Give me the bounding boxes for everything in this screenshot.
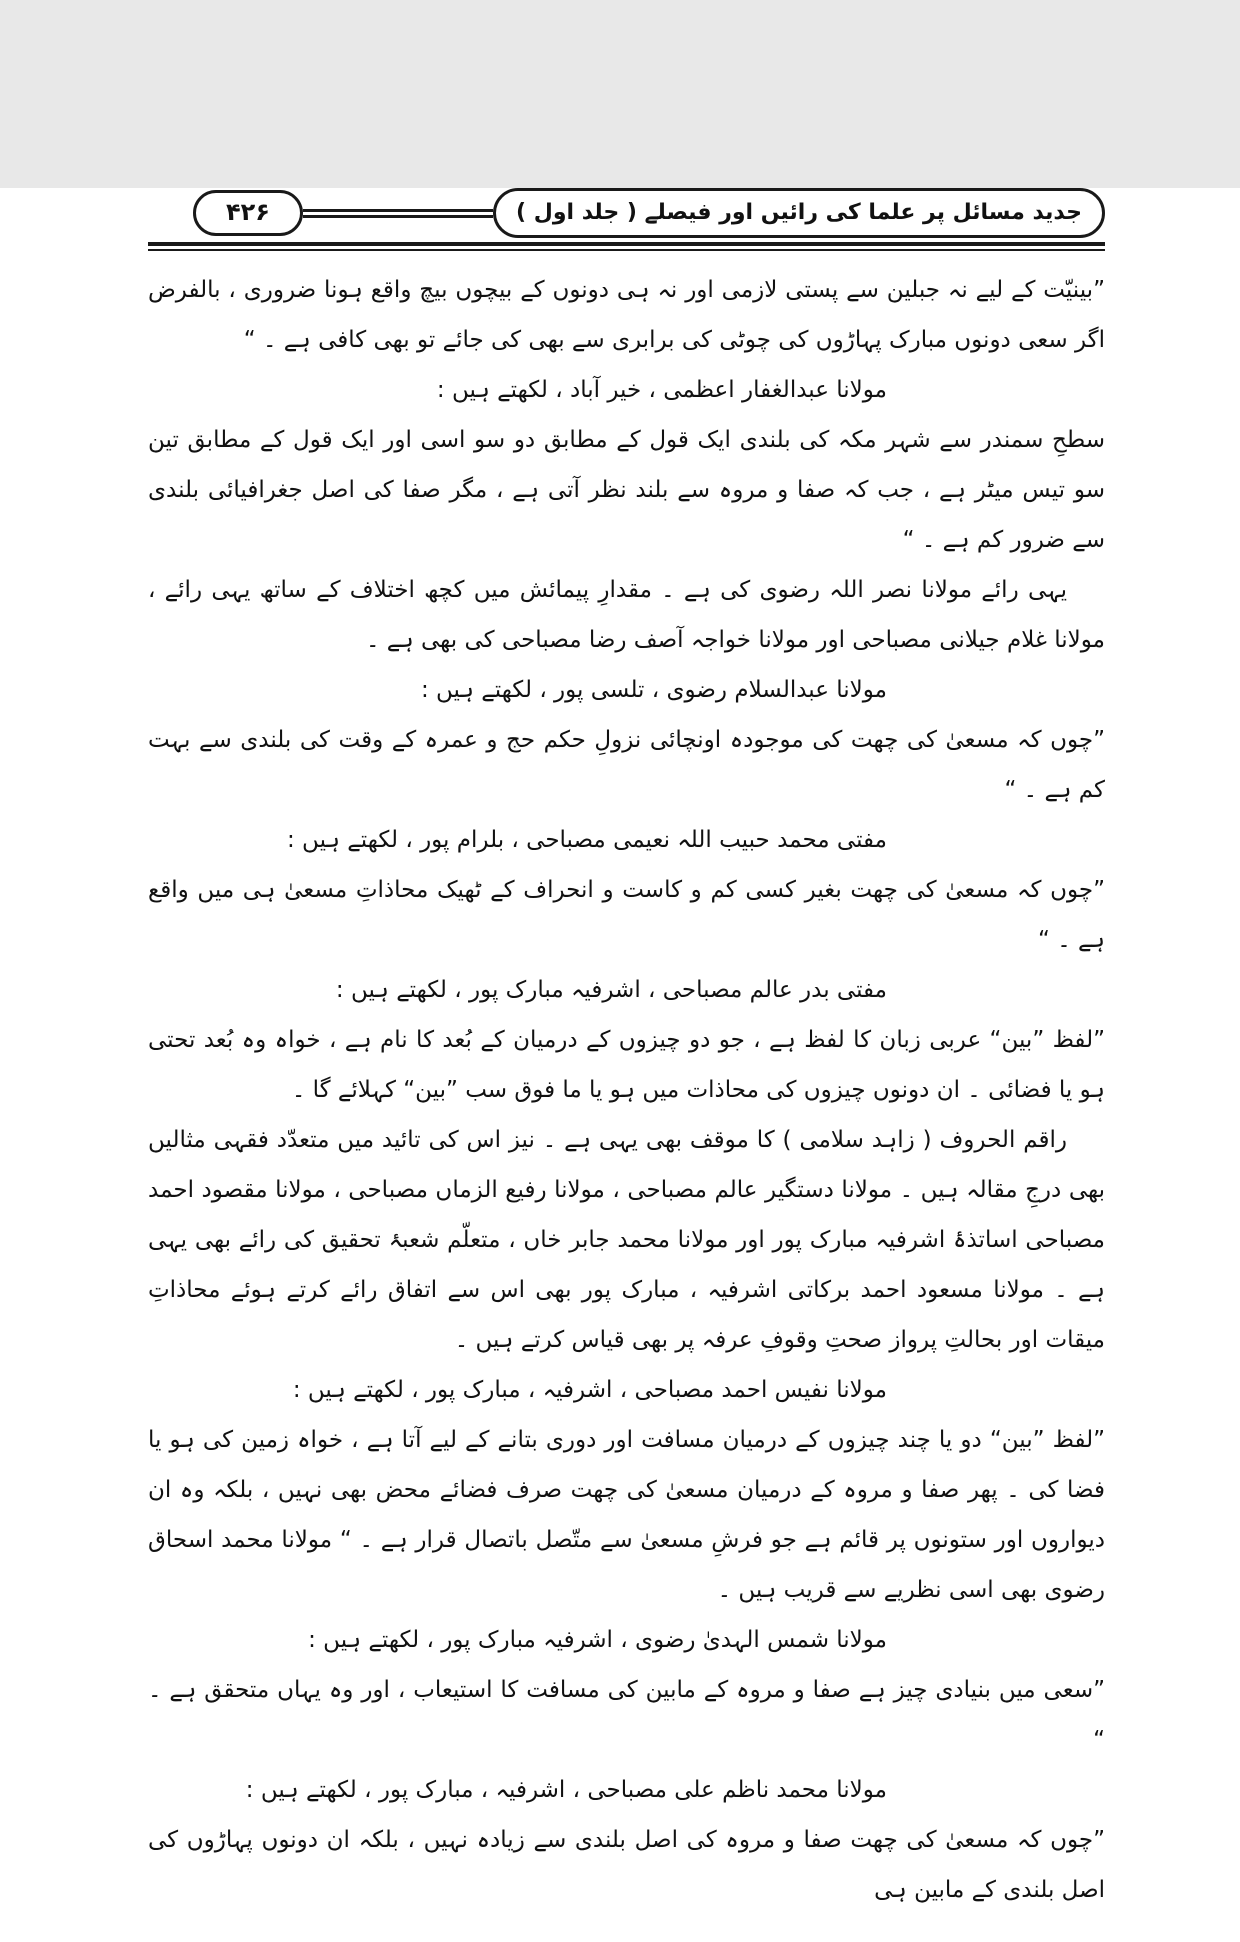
page-header [148, 188, 1105, 251]
header-divider-rule [148, 242, 1105, 251]
page-number: ۴۲۶ [226, 198, 270, 226]
book-page [0, 188, 1240, 1942]
paragraph-quote: سطحِ سمندر سے شہر مکہ کی بلندی ایک قول کے مطابق دو سو اسی اور ایک قول کے مطابق تین سو تیس میٹر ہے ، جب کہ صفا و مروہ سے بلند نظر آتی ہے ، مگر صفا کی اصل جغرافیائی بلندی سے ضرور کم ہے ۔ “ [148, 427, 1105, 553]
paragraph-speaker: مولانا عبدالسلام رضوی ، تلسی پور ، لکھتے ہیں : [420, 677, 887, 703]
paragraph-narrative: راقم الحروف ( زاہد سلامی ) کا موقف بھی یہی ہے ۔ نیز اس کی تائید میں متعدّد فقہی مثالیں بھی درجِ مقالہ ہیں ۔ مولانا دستگیر عالم مصباحی ، مولانا رفیع الزماں مصباحی ، مولانا مقصود احمد مصباحی اساتذۂ اشرفیہ مبارک پور اور مولانا محمد جابر خاں ، متعلّم شعبۂ تحقیق کی رائے بھی یہی ہے ۔ مولانا مسعود احمد برکاتی اشرفیہ ، مبارک پور بھی اس سے اتفاق رائے کرتے ہوئے محاذاتِ میقات اور بحالتِ پرواز صحتِ وقوفِ عرفہ پر بھی قیاس کرتے ہیں ۔ [148, 1127, 1105, 1353]
paragraph-quote: ”بینیّت کے لیے نہ جبلین سے پستی لازمی اور نہ ہی دونوں کے بیچوں بیچ واقع ہونا ضروری ، بالفرض اگر سعی دونوں مبارک پہاڑوں کی چوٹی کی برابری سے بھی کی جائے تو بھی کافی ہے ۔ “ [148, 277, 1105, 353]
page-body [148, 265, 1105, 1915]
book-title: جدید مسائل پر علما کی رائیں اور فیصلے ( جلد اول ) [516, 199, 1082, 225]
paragraph-speaker: مفتی بدر عالم مصباحی ، اشرفیہ مبارک پور ، لکھتے ہیں : [335, 977, 887, 1003]
paragraph-quote: ”لفظ ”بین“ عربی زبان کا لفظ ہے ، جو دو چیزوں کے درمیان کے بُعد کا نام ہے ، خواہ وہ بُعد تحتی ہو یا فضائی ۔ ان دونوں چیزوں کی محاذات میں ہو یا ما فوق سب ”بین“ کہلائے گا ۔ [148, 1027, 1105, 1103]
paragraph-quote: ”چوں کہ مسعیٰ کی چھت کی موجودہ اونچائی نزولِ حکم حج و عمرہ کے وقت کی بلندی سے بہت کم ہے ۔ “ [148, 727, 1105, 803]
paragraph-quote: ”سعی میں بنیادی چیز ہے صفا و مروہ کے مابین کی مسافت کا استیعاب ، اور وہ یہاں متحقق ہے ۔ “ [148, 1677, 1105, 1753]
page-number-badge [193, 190, 303, 236]
paragraph-speaker: مفتی محمد حبیب اللہ نعیمی مصباحی ، بلرام پور ، لکھتے ہیں : [287, 827, 887, 853]
book-title-badge [493, 188, 1105, 238]
paragraph-speaker: مولانا شمس الہدیٰ رضوی ، اشرفیہ مبارک پور ، لکھتے ہیں : [308, 1627, 887, 1653]
paragraph-speaker: مولانا نفیس احمد مصباحی ، اشرفیہ ، مبارک پور ، لکھتے ہیں : [292, 1377, 887, 1403]
paragraph-speaker: مولانا محمد ناظم علی مصباحی ، اشرفیہ ، مبارک پور ، لکھتے ہیں : [245, 1777, 887, 1803]
header-row [148, 188, 1105, 238]
paragraph-narrative: یہی رائے مولانا نصر اللہ رضوی کی ہے ۔ مقدارِ پیمائش میں کچھ اختلاف کے ساتھ یہی رائے ، مولانا غلام جیلانی مصباحی اور مولانا خواجہ آصف رضا مصباحی کی بھی ہے ۔ [148, 577, 1105, 653]
paragraph-quote: ”چوں کہ مسعیٰ کی چھت بغیر کسی کم و کاست و انحراف کے ٹھیک محاذاتِ مسعیٰ ہی میں واقع ہے ۔ “ [148, 877, 1105, 953]
paragraph-quote: ”چوں کہ مسعیٰ کی چھت صفا و مروہ کی اصل بلندی سے زیادہ نہیں ، بلکہ ان دونوں پہاڑوں کی اصل بلندی کے مابین ہی [148, 1827, 1105, 1903]
paragraph-quote: ”لفظ ”بین“ دو یا چند چیزوں کے درمیان مسافت اور دوری بتانے کے لیے آتا ہے ، خواہ زمین کی ہو یا فضا کی ۔ پھر صفا و مروہ کے درمیان مسعیٰ کی چھت صرف فضائے محض بھی نہیں ، بلکہ وہ ان دیواروں اور ستونوں پر قائم ہے جو فرشِ مسعیٰ سے متّصل باتصال قرار ہے ۔ “ مولانا محمد اسحاق رضوی بھی اسی نظریے سے قریب ہیں ۔ [148, 1427, 1106, 1603]
paragraph-speaker: مولانا عبدالغفار اعظمی ، خیر آباد ، لکھتے ہیں : [436, 377, 887, 403]
header-connector-rule [303, 209, 493, 218]
